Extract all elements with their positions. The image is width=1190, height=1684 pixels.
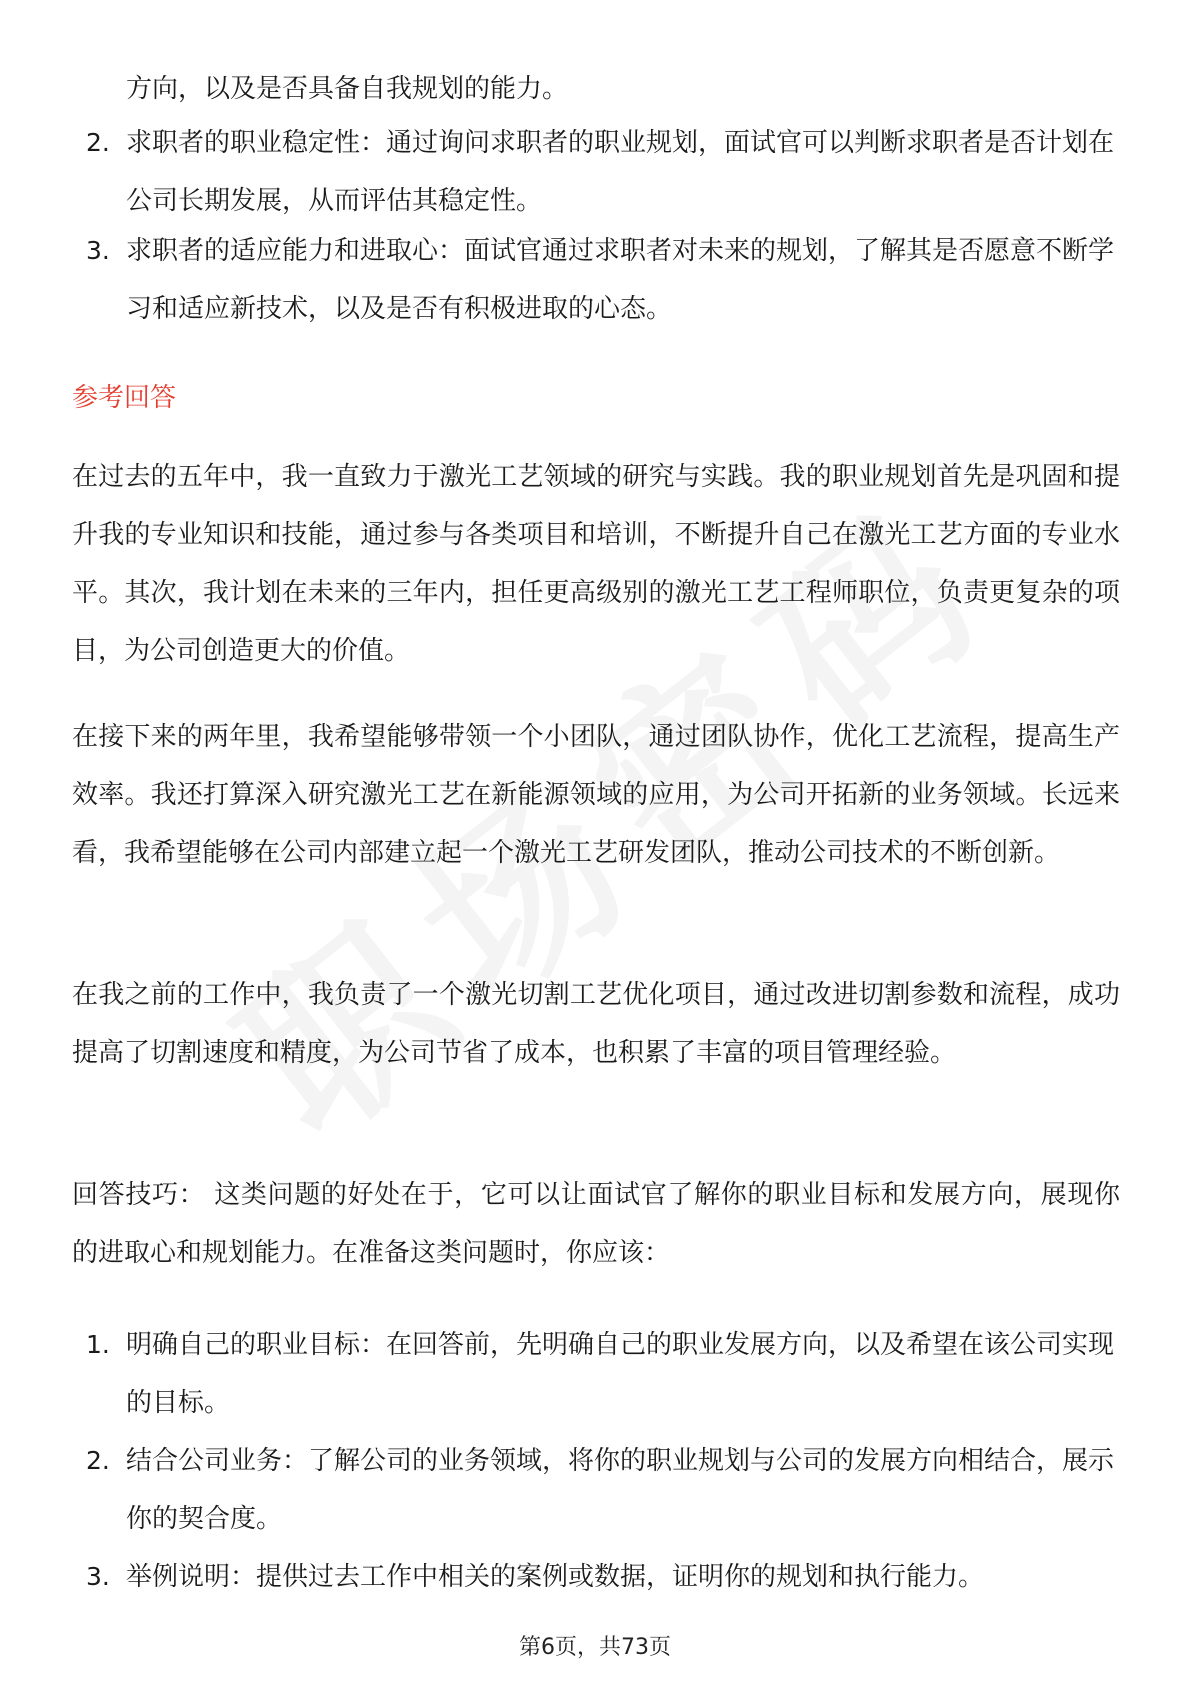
section-title: 参考回答 bbox=[72, 383, 177, 413]
list-item-text: 结合公司业务：了解公司的业务领域，将你的职业规划与公司的发展方向相结合，展示你的契合度。 bbox=[126, 1446, 1115, 1534]
list-item-number: 1. bbox=[86, 1330, 110, 1359]
list-item-text: 举例说明：提供过去工作中相关的案例或数据，证明你的规划和执行能力。 bbox=[126, 1562, 985, 1592]
tips-intro-paragraph: 回答技巧： 这类问题的好处在于，它可以让面试官了解你的职业目标和发展方向，展现你的进取心和规划能力。在准备这类问题时，你应该： bbox=[72, 1180, 1120, 1268]
answer-paragraph-1: 在过去的五年中，我一直致力于激光工艺领域的研究与实践。我的职业规划首先是巩固和提升我的专业知识和技能，通过参与各类项目和培训，不断提升自己在激光工艺方面的专业水平。其次，我计划在未来的三年内，担任更高级别的激光工艺工程师职位，负责更复杂的项目，为公司创造更大的价值。 bbox=[72, 462, 1120, 666]
list-item-number: 2. bbox=[86, 128, 110, 157]
list-item-continuation: 方向，以及是否具备自我规划的能力。 bbox=[126, 74, 569, 104]
page-number: 第6页，共73页 bbox=[519, 1635, 671, 1660]
answer-paragraph-2: 在接下来的两年里，我希望能够带领一个小团队，通过团队协作，优化工艺流程，提高生产效率。我还打算深入研究激光工艺在新能源领域的应用，为公司开拓新的业务领域。长远来看，我希望能够在公司内部建立起一个激光工艺研发团队，推动公司技术的不断创新。 bbox=[72, 722, 1120, 868]
list-item-number: 2. bbox=[86, 1446, 110, 1475]
list-item-number: 3. bbox=[86, 1562, 110, 1591]
answer-paragraph-3: 在我之前的工作中，我负责了一个激光切割工艺优化项目，通过改进切割参数和流程，成功提高了切割速度和精度，为公司节省了成本，也积累了丰富的项目管理经验。 bbox=[72, 980, 1120, 1068]
list-item-text: 求职者的适应能力和进取心：面试官通过求职者对未来的规划，了解其是否愿意不断学习和适应新技术，以及是否有积极进取的心态。 bbox=[126, 236, 1115, 324]
list-item-text: 求职者的职业稳定性：通过询问求职者的职业规划，面试官可以判断求职者是否计划在公司长期发展，从而评估其稳定性。 bbox=[126, 128, 1115, 216]
list-item-text: 明确自己的职业目标：在回答前，先明确自己的职业发展方向，以及希望在该公司实现的目标。 bbox=[126, 1330, 1115, 1418]
list-item-number: 3. bbox=[86, 236, 110, 265]
